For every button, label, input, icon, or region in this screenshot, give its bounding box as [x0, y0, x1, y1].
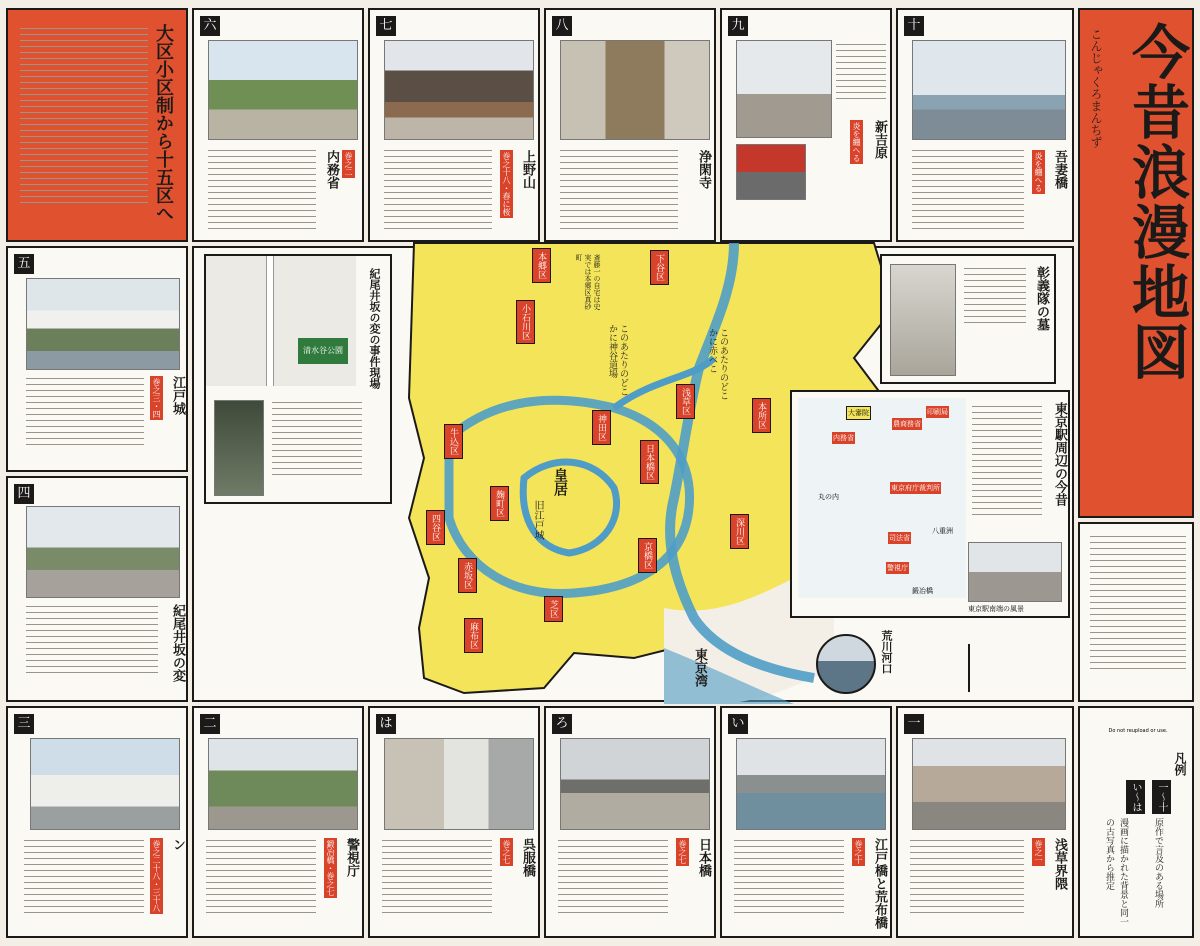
- panel-go: [6, 246, 188, 472]
- river-mouth-photo: [816, 634, 876, 694]
- photo-shogitai: [890, 264, 956, 376]
- ward-azabu: 麻布区: [464, 618, 483, 653]
- panel-hachi: [544, 8, 716, 242]
- panel-tag: 巻之三・四: [152, 378, 161, 418]
- panel-number: い: [728, 714, 748, 734]
- photo-azumabashi: [912, 40, 1066, 140]
- inset-shogitai-title: 彰義隊の墓: [1034, 266, 1049, 331]
- panel-title: 吾妻橋: [1052, 150, 1067, 189]
- station-label-7: 警視庁: [887, 564, 908, 572]
- panel-i: [720, 706, 892, 938]
- photo-shinyoshiwara: [736, 40, 832, 138]
- panel-title: 浅草界隈: [1052, 838, 1067, 890]
- panel-text: [206, 840, 316, 918]
- panel-shi: [6, 476, 188, 702]
- signature: Do not reupload or use.: [1108, 728, 1168, 734]
- left-banner-text: [20, 28, 148, 208]
- photo-monument: [214, 400, 264, 496]
- panel-ro: [544, 706, 716, 938]
- panel-text: [910, 840, 1024, 918]
- panel-san: [6, 706, 188, 938]
- note-akabeko: このあたりのどこかに赤べこ: [707, 328, 728, 400]
- panel-number: 八: [552, 16, 572, 36]
- panel-number: 七: [376, 16, 396, 36]
- panel-tag: 巻之一: [1034, 840, 1043, 864]
- panel-title: 江戸橋と荒布橋: [872, 838, 887, 929]
- panel-title: 呉服橋: [520, 838, 535, 877]
- panel-tag: 炎を纏へる: [852, 122, 861, 162]
- photo-naimusho: [208, 40, 358, 140]
- panel-text: [836, 44, 886, 104]
- panel-kyu: [720, 8, 892, 242]
- panel-ha: [368, 706, 540, 938]
- photo-shinbashi: [30, 738, 180, 830]
- note-kamiya-dojo: このあたりのどこかに神谷道場: [607, 324, 628, 396]
- panel-roku: [192, 8, 364, 242]
- ward-kojimachi: 麹町区: [490, 486, 509, 521]
- photo-edobashi: [736, 738, 886, 830]
- panel-title: 江戸城: [170, 376, 185, 415]
- furigana: こんじゃくろまんちず: [1089, 28, 1103, 148]
- ward-nihonbashi: 日本橋区: [640, 440, 659, 484]
- station-label-2: 農商務省: [893, 420, 921, 428]
- panel-number: は: [376, 714, 396, 734]
- main-title: 今昔浪漫地図: [1122, 22, 1190, 382]
- panel-text: [558, 840, 668, 918]
- panel-text: [208, 150, 316, 234]
- panel-number: ろ: [552, 714, 572, 734]
- inset-kioizaka-title: 紀尾井坂の変の事件現場: [368, 268, 381, 389]
- panel-tag: 巻之七: [502, 840, 511, 864]
- ward-honjo: 本所区: [752, 398, 771, 433]
- panel-tag: 巻之二: [344, 152, 353, 176]
- inset-station-title: 東京駅周辺の今昔: [1052, 402, 1067, 506]
- panel-number: 四: [14, 484, 34, 504]
- inset-tokyo-station: [790, 390, 1070, 618]
- panel-nana: [368, 8, 540, 242]
- station-label-9: 八重洲: [932, 527, 953, 535]
- panel-text: [26, 378, 144, 450]
- panel-text: [734, 840, 844, 918]
- panel-number: 二: [200, 714, 220, 734]
- panel-ni: [192, 706, 364, 938]
- panel-title: 新吉原: [872, 120, 887, 159]
- note-saito: 斎藤一の自宅は史実では本郷区真砂町: [575, 254, 601, 310]
- legend-text-2: 漫画に描かれた背景と同一の古写真から推定: [1104, 818, 1128, 926]
- panel-title: 内務省: [324, 150, 339, 189]
- info-panel: [1078, 522, 1194, 702]
- panel-tag: 巻之十: [854, 840, 863, 864]
- panel-number: 九: [728, 16, 748, 36]
- panel-tag: 巻之七: [678, 840, 687, 864]
- station-caption: 東京駅南端の風景: [968, 605, 1024, 613]
- legend-text-1: 原作で言及のある場所: [1153, 818, 1163, 908]
- panel-tag: 鍛冶橋・巻之七: [326, 840, 335, 896]
- photo-shrine: [736, 144, 806, 200]
- panel-title: 上野山: [520, 150, 535, 189]
- photo-ueno: [384, 40, 534, 140]
- inset-shogitai: [880, 254, 1056, 384]
- compass-north: [968, 644, 970, 692]
- photo-station-south: [968, 542, 1062, 602]
- legend-panel: [1078, 706, 1194, 938]
- station-label-10: 鍛冶橋: [912, 587, 933, 595]
- ward-ushigome: 牛込区: [444, 424, 463, 459]
- inset-kioizaka-map: [206, 256, 356, 386]
- station-label-1: 大審院: [846, 406, 871, 420]
- ward-kanda: 神田区: [592, 410, 611, 445]
- ward-asakusa: 浅草区: [676, 384, 695, 419]
- panel-text: [26, 606, 158, 678]
- station-label-8: 丸の内: [818, 493, 839, 501]
- left-banner: [6, 8, 188, 242]
- photo-edojo: [26, 278, 180, 370]
- ward-akasaka: 赤坂区: [458, 558, 477, 593]
- panel-title: 日本橋: [696, 838, 711, 877]
- panel-number: 五: [14, 254, 34, 274]
- palace-label: 皇居: [552, 468, 568, 496]
- photo-asakusa: [912, 738, 1066, 830]
- station-label-5: 東京府庁裁判所: [891, 484, 940, 492]
- panel-tag: 巻之十八・春に桜: [502, 152, 511, 216]
- ward-fukagawa: 深川区: [730, 514, 749, 549]
- panel-title: ン: [170, 838, 185, 851]
- panel-text: [24, 840, 144, 918]
- panel-number: 十: [904, 16, 924, 36]
- panel-ichi: [896, 706, 1074, 938]
- ward-kyobashi: 京橋区: [638, 538, 657, 573]
- panel-ju: [896, 8, 1074, 242]
- central-map: [192, 246, 1074, 702]
- palace-sublabel: 旧江戸城: [532, 500, 543, 540]
- panel-number: 一: [904, 714, 924, 734]
- info-text: [1090, 536, 1186, 674]
- legend-key-2: い〜は: [1126, 780, 1145, 814]
- inset-station-text: [972, 406, 1042, 520]
- legend-title: 凡例: [1173, 752, 1187, 776]
- photo-jokanji: [560, 40, 710, 140]
- panel-text: [912, 150, 1024, 234]
- photo-nihonbashi: [560, 738, 710, 830]
- kioizaka-park: 清水谷公園: [298, 338, 348, 364]
- panel-number: 三: [14, 714, 34, 734]
- kioizaka-road: [266, 256, 274, 386]
- left-banner-title: 大区小区制から十五区へ: [153, 24, 174, 222]
- station-label-3: 内務省: [833, 434, 854, 442]
- photo-gofukubashi: [384, 738, 534, 830]
- ward-koishikawa: 小石川区: [516, 300, 535, 344]
- bay-label: 東京湾: [692, 648, 707, 687]
- station-label-4: 印刷局: [927, 408, 948, 416]
- panel-title: 浄閑寺: [696, 150, 711, 189]
- ward-shitaya: 下谷区: [650, 250, 669, 285]
- panel-title: 警視庁: [344, 838, 359, 877]
- panel-text: [384, 150, 492, 234]
- photo-kioizaka: [26, 506, 180, 598]
- ward-yotsuya: 四谷区: [426, 510, 445, 545]
- ward-hongo: 本郷区: [532, 248, 551, 283]
- panel-text: [382, 840, 492, 918]
- station-label-6: 司法省: [889, 534, 910, 542]
- panel-tag: 巻之二十八・三十八: [152, 840, 161, 912]
- river-mouth-label: 荒川河口: [880, 630, 893, 674]
- panel-text: [560, 150, 678, 234]
- inset-shogitai-text: [964, 268, 1026, 328]
- legend-key-1: 一〜十: [1152, 780, 1171, 814]
- photo-keishicho: [208, 738, 358, 830]
- inset-kioizaka-text: [272, 402, 362, 480]
- title-block: [1078, 8, 1194, 518]
- panel-number: 六: [200, 16, 220, 36]
- panel-tag: 炎を纏へる: [1034, 152, 1043, 192]
- inset-kioizaka: [204, 254, 392, 504]
- panel-title: 紀尾井坂の変: [170, 604, 185, 682]
- ward-shiba: 芝区: [544, 596, 563, 622]
